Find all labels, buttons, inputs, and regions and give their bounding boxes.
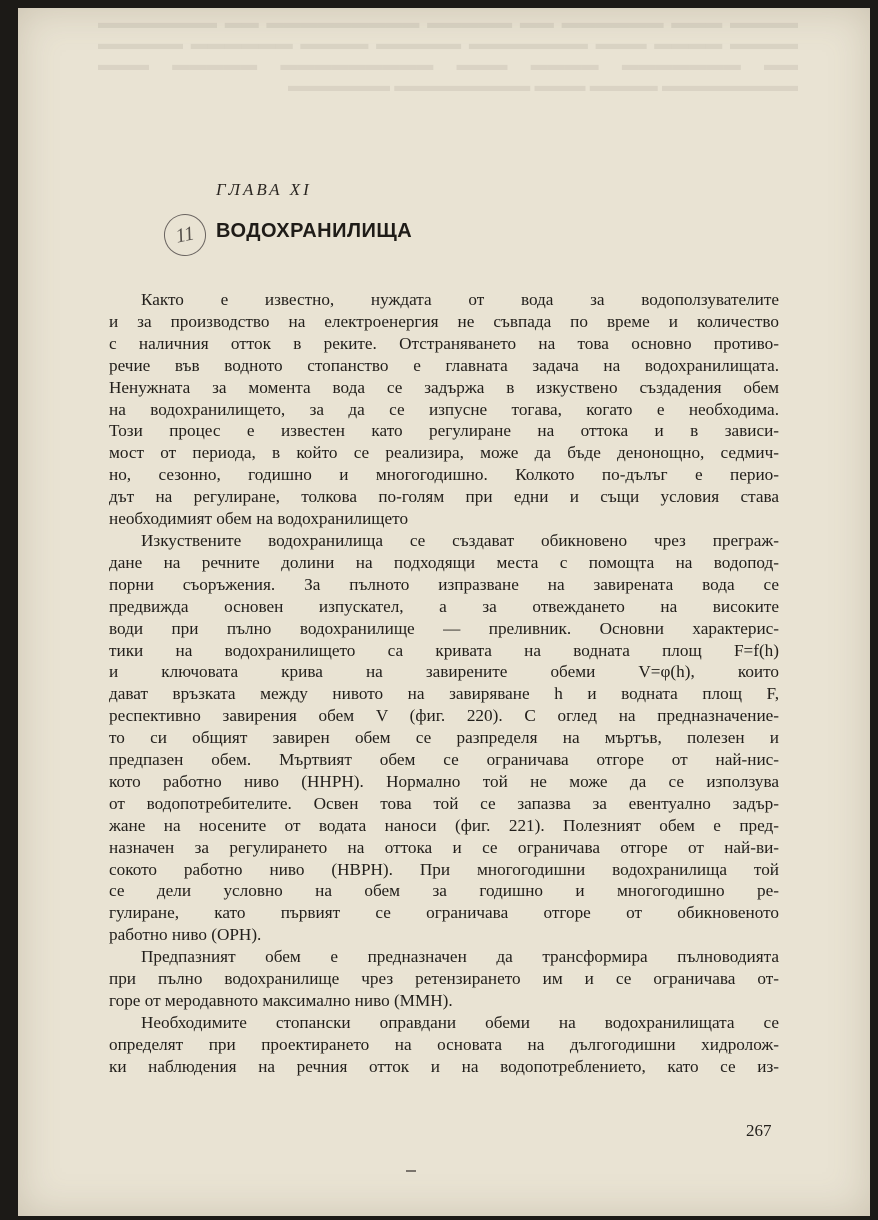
text-line: Необходимите стопански оправдани обеми на водохранилищата се: [141, 1012, 779, 1032]
text-line: с наличния отток в реките. Отстраняването на това основно противо-: [109, 333, 779, 353]
text-line: гулиране, като първият се ограничава отгоре от обикновеното: [109, 903, 779, 923]
scan-mark: [406, 1170, 416, 1172]
text-line: Този процес е известен като регулиране на оттока и в зависи-: [109, 421, 779, 441]
text-line: но, сезонно, годишно и многогодишно. Колкото по-дълъг е перио-: [109, 465, 779, 485]
text-line: порни съоръжения. За пълното изпразване на завирената вода се: [109, 574, 779, 594]
text-line: и ключовата крива на завирените обеми V=φ(h), които: [109, 662, 779, 682]
text-line: и за производство на електроенергия не съвпада по време и количество: [109, 311, 779, 331]
page-number: 267: [746, 1121, 772, 1140]
text-line: дане на речните долини на подходящи места с помощта на водопод-: [109, 552, 779, 572]
text-line: при пълно водохранилище чрез ретензирането им и се ограничава от-: [109, 969, 779, 989]
text-line: горе от меродавното максимално ниво (ММН).: [109, 991, 453, 1010]
text-line: ки наблюдения на речния отток и на водопотреблението, като се из-: [109, 1056, 779, 1076]
text-line: от водопотребителите. Освен това той се запазва за евентуално задър-: [109, 793, 779, 813]
body-text: [109, 289, 779, 1078]
chapter-label: ГЛАВА XI: [216, 180, 312, 199]
text-line: Предпазният обем е предназначен да трансформира пълноводията: [141, 947, 779, 967]
text-line: необходимият обем на водохранилището: [109, 509, 409, 529]
text-line: респективно завирения обем V (фиг. 220). С оглед на предназначение-: [109, 706, 779, 726]
text-line: речие във водното стопанство е главната задача на водохранилищата.: [109, 355, 779, 375]
chapter-title: ВОДОХРАНИЛИЩА: [216, 220, 413, 242]
text-line: жане на носените от водата наноси (фиг. 221). Полезният обем е пред-: [109, 815, 779, 835]
text-line: на водохранилището, за да се изпусне тогава, когато е необходима.: [109, 399, 779, 419]
text-line: определят при проектирането на основата на дългогодишни хидролож-: [109, 1034, 779, 1054]
handwritten-chapter-number: 11: [160, 210, 210, 260]
text-line: кото работно ниво (ННРН). Нормално той не може да се използува: [109, 771, 779, 791]
text-line: Изкуствените водохранилища се създават обикновено чрез преграж-: [141, 530, 779, 550]
text-line: Ненужната за момента вода се задържа в изкуствено създадения обем: [109, 377, 779, 397]
book-page: [18, 8, 870, 1216]
text-line: дът на регулиране, толкова по-голям при едни и същи условия става: [109, 487, 779, 507]
text-line: назначен за регулирането на оттока и се ограничава отгоре от най-ви-: [109, 837, 779, 857]
text-line: то си общият завирен обем се разпределя на мъртъв, полезен и: [109, 728, 779, 748]
text-line: Както е известно, нуждата от вода за водоползувателите: [141, 290, 779, 309]
text-line: работно ниво (ОРН).: [109, 925, 262, 945]
text-line: мост от периода, в който се реализира, може да бъде денонощно, седмич-: [109, 443, 779, 463]
text-line: предпазен обем. Мъртвият обем се ограничава отгоре от най-нис-: [109, 750, 779, 770]
text-line: води при пълно водохранилище — преливник. Основни характерис-: [109, 618, 779, 638]
text-line: сокото работно ниво (НВРН). При многогодишни водохранилища той: [109, 859, 779, 879]
text-line: тики на водохранилището са кривата на водната площ F=f(h): [109, 640, 779, 660]
text-line: се дели условно на обем за годишно и многогодишно ре-: [109, 881, 779, 901]
text-line: дават връзката между нивото на завиряване h и водната площ F,: [109, 684, 779, 704]
text-line: предвижда основен изпускател, а за отвеждането на високите: [109, 596, 779, 616]
bleed-through-text: ▬▬▬▬ ▬▬▬ ▬▬▬▬▬▬ ▬▬ ▬▬▬▬▬ ▬▬▬▬▬▬▬▬▬ ▬▬ ▬▬▬▬▬▬▬ ▬▬▬▬ ▬▬▬▬ ▬▬▬ ▬▬▬▬▬▬▬ ▬▬▬▬▬ ▬▬▬▬ ▬▬▬▬▬▬ ▬▬▬▬▬ ▬▬ ▬▬▬▬▬▬▬ ▬▬▬▬ ▬▬▬ ▬▬▬▬▬▬▬▬▬ ▬▬▬▬▬ ▬▬▬ ▬▬▬▬▬▬▬▬ ▬▬▬▬ ▬▬▬ ▬▬▬▬▬▬▬▬ ▬▬▬▬▬▬: [98, 13, 798, 95]
